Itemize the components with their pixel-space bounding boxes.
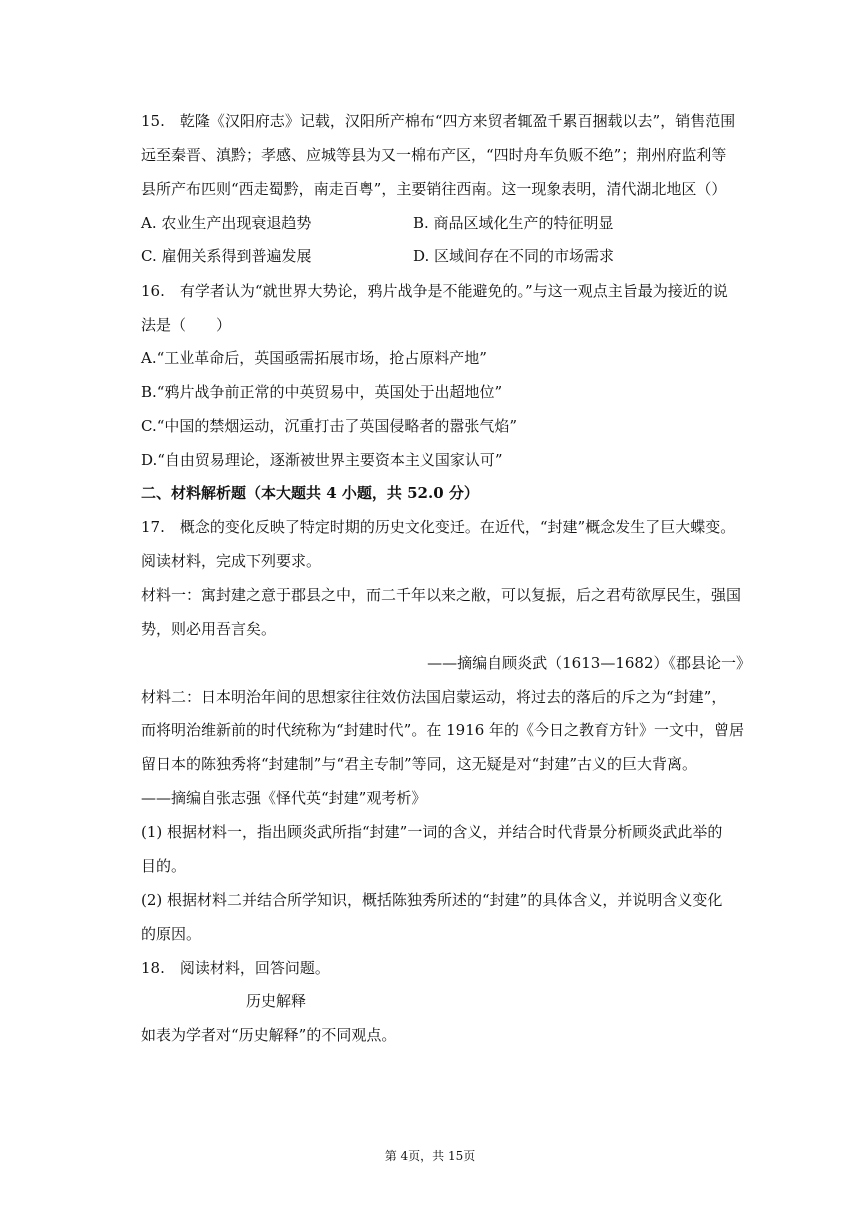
q15-option-b: B. 商品区域化生产的特征明显	[413, 214, 614, 232]
q17-material1-line-2: 势，则必用吾言矣。	[141, 620, 277, 638]
q17-material2-line-1: 材料二：日本明治年间的思想家往往效仿法国启蒙运动，将过去的落后的斥之为“封建”，	[141, 688, 727, 706]
q17-material1-line-1: 材料一：寓封建之意于郡县之中，而二千年以来之敝，可以复振，后之君苟欲厚民生，强国	[141, 586, 742, 604]
section-2-title: 二、材料解析题（本大题共 4 小题，共 52.0 分）	[141, 484, 479, 502]
q15-option-d: D. 区域间存在不同的市场需求	[413, 247, 615, 265]
q16-line-2: 法是（ ）	[141, 316, 232, 334]
page-footer: 第 4页，共 15页	[384, 1149, 476, 1163]
q17-sub2-line-2: 的原因。	[141, 925, 202, 943]
q16-option-a: A.“工业革命后，英国亟需拓展市场，抢占原料产地”	[141, 349, 487, 367]
q17-material2-line-2: 而将明治维新前的时代统称为“封建时代”。在 1916 年的《今日之教育方针》一文中，曾居	[141, 721, 745, 739]
q15-option-a: A. 农业生产出现衰退趋势	[141, 214, 312, 232]
q17-intro-line-2: 阅读材料，完成下列要求。	[141, 552, 322, 570]
q17-material2-line-3: 留日本的陈独秀将“封建制”与“君主专制”等同，这无疑是对“封建”古义的巨大背离。	[141, 755, 698, 773]
q17-material1-source: ——摘编自顾炎武（1613—1682）《郡县论一》	[427, 654, 751, 672]
q18-heading: 历史解释	[246, 992, 307, 1010]
q16-option-d: D.“自由贸易理论，逐渐被世界主要资本主义国家认可”	[141, 451, 503, 469]
q15-line-2: 远至秦晋、滇黔；孝感、应城等县为又一棉布产区，“四时舟车负贩不绝”；荆州府监利等	[141, 146, 727, 164]
q17-sub1-line-1: (1) 根据材料一，指出顾炎武所指“封建”一词的含义，并结合时代背景分析顾炎武此举的	[141, 823, 723, 841]
q16-option-c: C.“中国的禁烟运动，沉重打击了英国侵略者的嚣张气焰”	[141, 417, 518, 435]
q15-option-c: C. 雇佣关系得到普遍发展	[141, 247, 312, 265]
q18-text: 如表为学者对“历史解释”的不同观点。	[141, 1026, 397, 1044]
q16-line-1: 16. 有学者认为“就世界大势论，鸦片战争是不能避免的。”与这一观点主旨最为接近的说	[141, 282, 728, 300]
q17-sub2-line-1: (2) 根据材料二并结合所学知识，概括陈独秀所述的“封建”的具体含义，并说明含义变化	[141, 891, 723, 909]
q17-sub1-line-2: 目的。	[141, 857, 187, 875]
q16-option-b: B.“鸦片战争前正常的中英贸易中，英国处于出超地位”	[141, 383, 503, 401]
q15-line-3: 县所产布匹则“西走蜀黔，南走百粤”，主要销往西南。这一现象表明，清代湖北地区（）	[141, 180, 727, 198]
q17-material2-source: ——摘编自张志强《怿代英“封建”观考析》	[141, 789, 427, 807]
q15-line-1: 15. 乾隆《汉阳府志》记载，汉阳所产棉布“四方来贸者辄盈千累百捆载以去”，销售范围	[141, 112, 736, 130]
q17-intro-line-1: 17. 概念的变化反映了特定时期的历史文化变迁。在近代，“封建”概念发生了巨大蝶变。	[141, 518, 736, 536]
q18-intro: 18. 阅读材料，回答问题。	[141, 959, 330, 977]
